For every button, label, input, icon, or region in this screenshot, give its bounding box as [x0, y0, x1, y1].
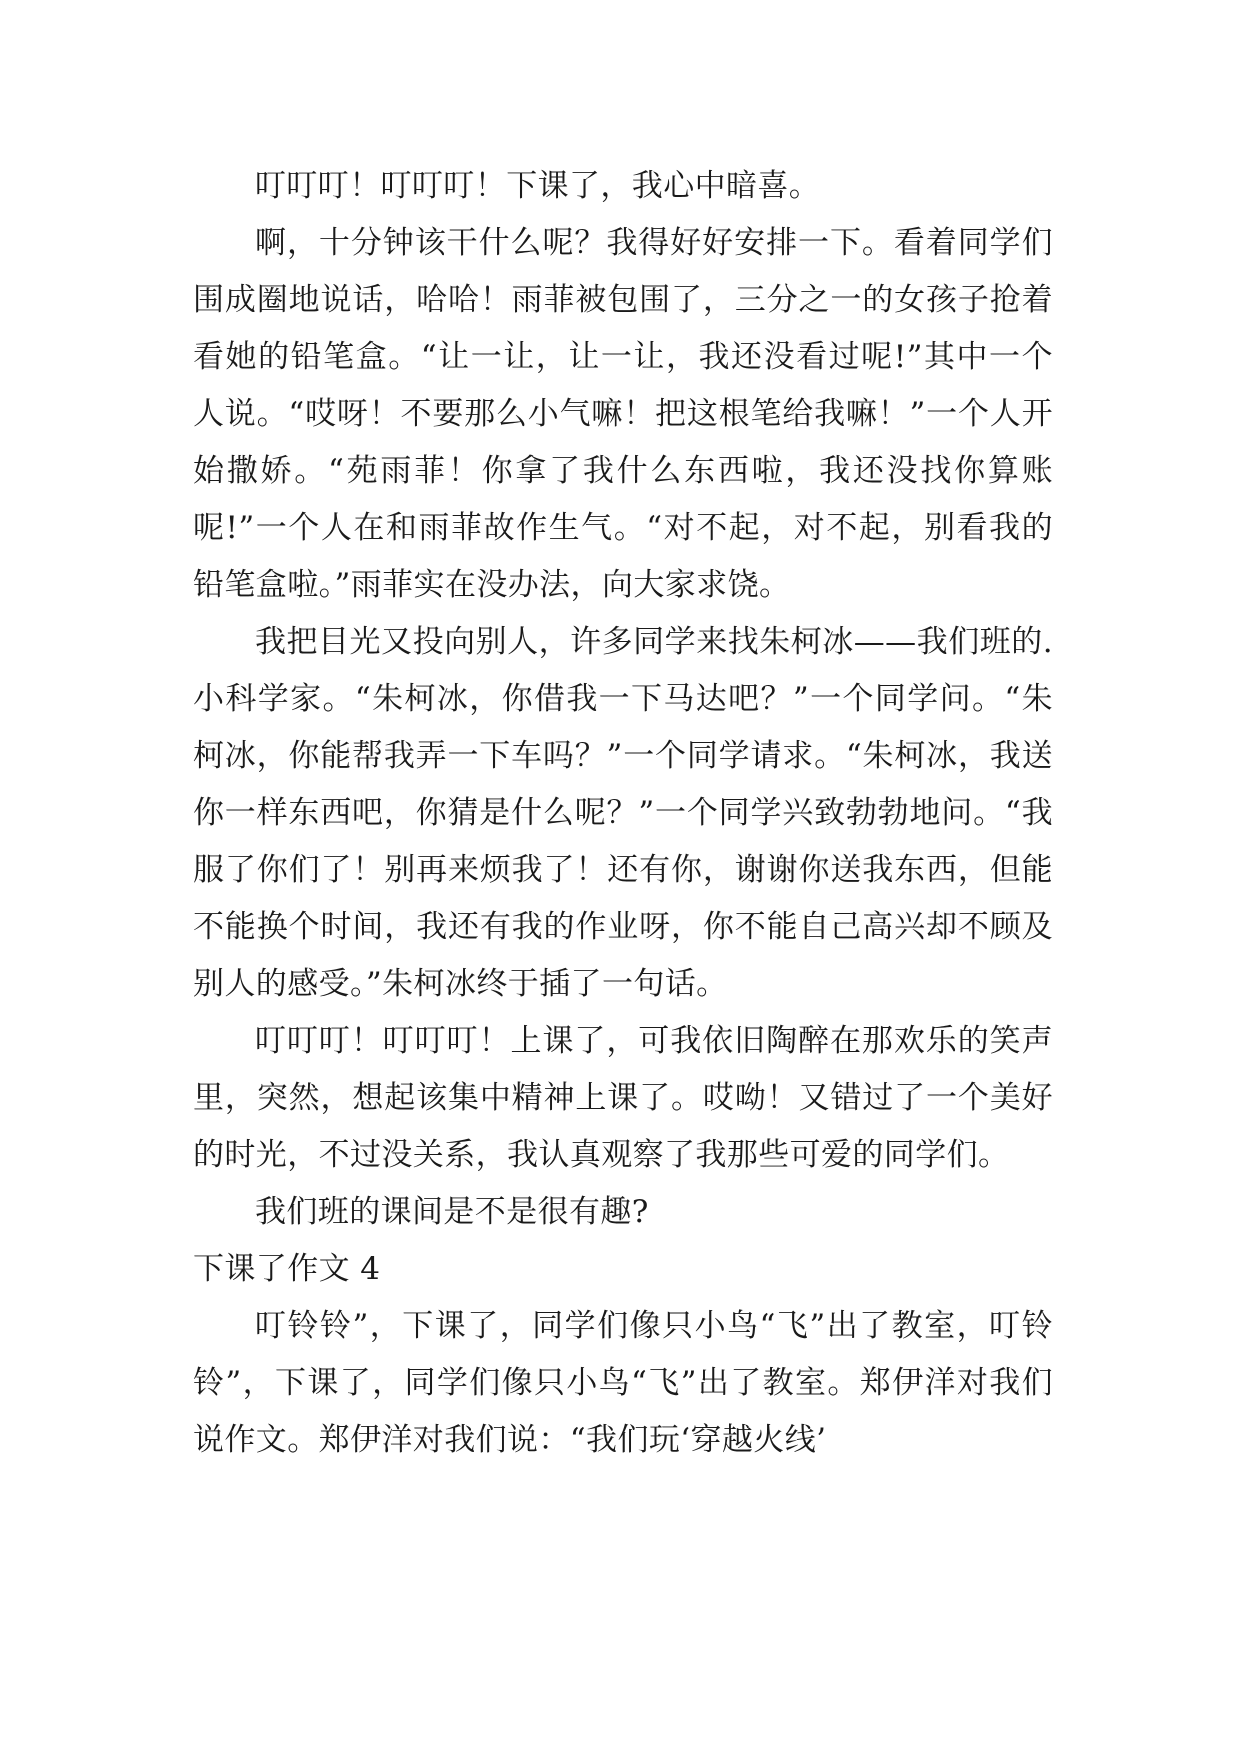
paragraph-closing-question: 我们班的课间是不是很有趣? [255, 1194, 649, 1230]
paragraph-class-begins: 叮叮叮！叮叮叮！上课了，可我依旧陶醉在那欢乐的笑声里，突然，想起该集中精神上课了。哎呦！又错过了一个美好的时光，不过没关系，我认真观察了我那些可爱的同学们。 [193, 1023, 1053, 1173]
paragraph-yufei-pencil-case: 啊，十分钟该干什么呢？我得好好安排一下。看着同学们围成圈地说话，哈哈！雨菲被包围了，三分之一的女孩子抢着看她的铅笔盒。“让一让，让一让，我还没看过呢!”其中一个人说。“哎呀！不要那么小气嘛！把这根笔给我嘛！”一个人开始撒娇。“苑雨菲！你拿了我什么东西啦，我还没找你算账呢!”一个人在和雨菲故作生气。“对不起，对不起，别看我的铅笔盒啦。”雨菲实在没办法，向大家求饶。 [193, 225, 1053, 603]
essay-heading: 下课了作文 4 [193, 1251, 381, 1287]
document-body [193, 158, 1053, 1469]
paragraph-bell-rings: 叮叮叮！叮叮叮！下课了，我心中暗喜。 [255, 168, 821, 204]
paragraph-zhu-kebing: 我把目光又投向别人，许多同学来找朱柯冰——我们班的.小科学家。“朱柯冰，你借我一下马达吧？”一个同学问。“朱柯冰，你能帮我弄一下车吗？”一个同学请求。“朱柯冰，我送你一样东西吧，你猜是什么呢？”一个同学兴致勃勃地问。“我服了你们了！别再来烦我了！还有你，谢谢你送我东西，但能不能换个时间，我还有我的作业呀，你不能自己高兴却不顾及别人的感受。”朱柯冰终于插了一句话。 [193, 624, 1053, 1002]
paragraph-essay-4-start: 叮铃铃”，下课了，同学们像只小鸟“飞”出了教室，叮铃铃”，下课了，同学们像只小鸟“飞”出了教室。郑伊洋对我们说作文。郑伊洋对我们说：“我们玩‘穿越火线’ [193, 1308, 1053, 1458]
